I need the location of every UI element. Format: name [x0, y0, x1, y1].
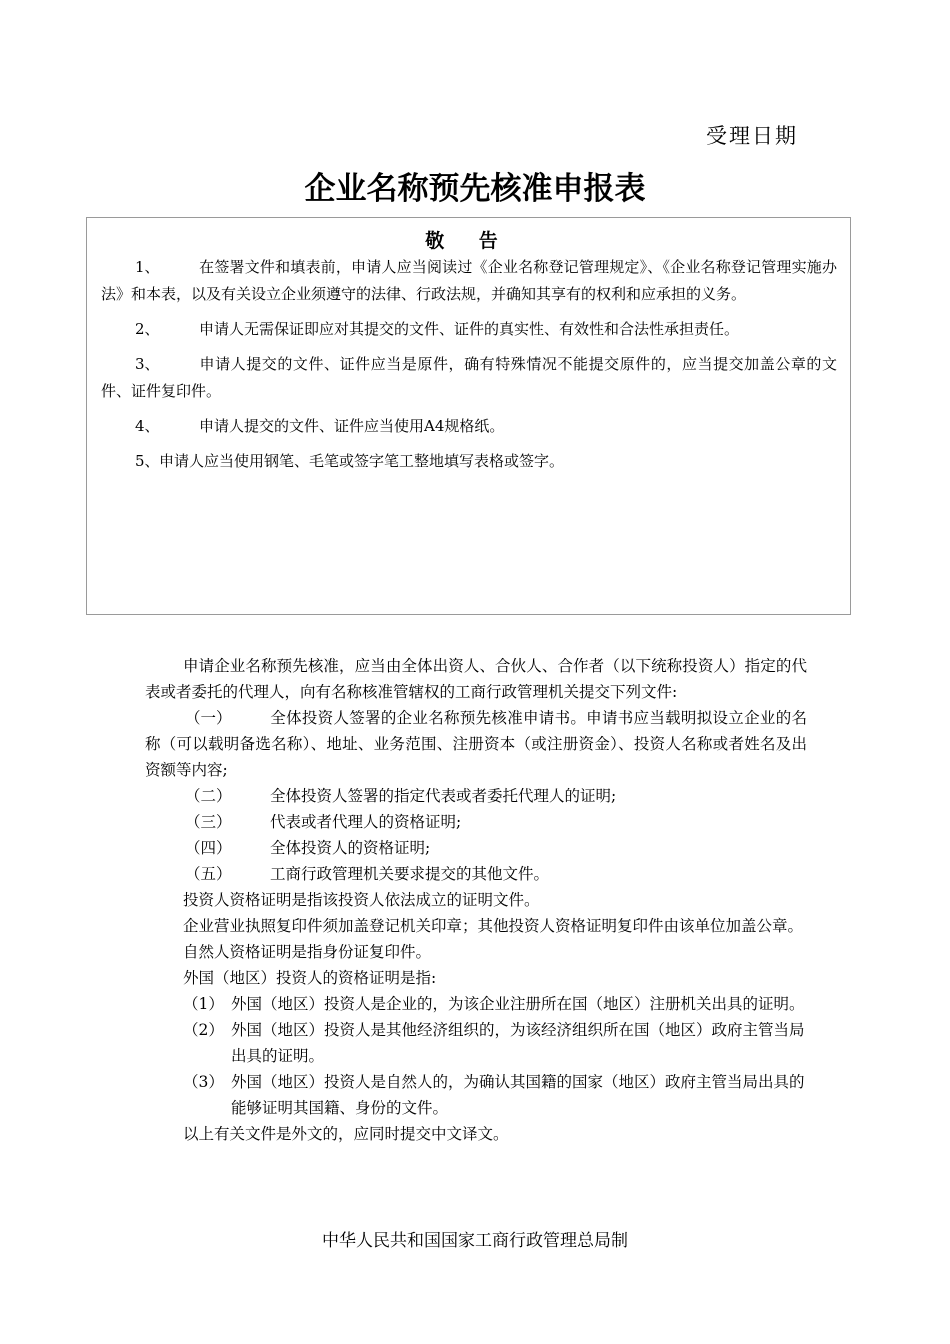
issuing-authority: 中华人民共和国国家工商行政管理总局制: [322, 1231, 628, 1251]
document-list-number: （五）: [185, 865, 232, 883]
document-list-item: [145, 705, 807, 783]
notice-item-text: 申请人应当使用钢笔、毛笔或签字笔工整地填写表格或签字。: [159, 452, 565, 470]
notice-item-number: 2、: [135, 320, 160, 338]
acceptance-date-label: 受理日期: [706, 124, 798, 148]
notice-item: [101, 413, 837, 440]
notice-item: [101, 254, 837, 308]
notice-item-text: 在签署文件和填表前，申请人应当阅读过《企业名称登记管理规定》、《企业名称登记管理实施办法》和本表，以及有关设立企业须遵守的法律、行政法规，并确知其享有的权利和应承担的义务。: [101, 258, 837, 303]
document-list-item: [145, 783, 807, 809]
document-list-item: [145, 809, 807, 835]
document-list-item: [145, 835, 807, 861]
notice-box: [86, 217, 851, 615]
document-list-text: 全体投资人签署的指定代表或者委托代理人的证明;: [270, 787, 617, 805]
notice-item: [101, 351, 837, 405]
document-list-text: 全体投资人的资格证明;: [270, 839, 431, 857]
document-list-text: 代表或者代理人的资格证明;: [270, 813, 462, 831]
notice-item: [101, 448, 837, 475]
foreign-investor-item-text: 外国（地区）投资人是自然人的，为确认其国籍的国家（地区）政府主管当局出具的能够证明其国籍、身份的文件。: [231, 1073, 805, 1117]
document-list-number: （一）: [185, 709, 232, 727]
natural-person-paragraph: 自然人资格证明是指身份证复印件。: [183, 943, 432, 961]
notice-list: [101, 254, 837, 483]
document-list-item: [145, 861, 807, 887]
foreign-investor-item-number: （2）: [183, 1021, 224, 1039]
document-list-number: （四）: [185, 839, 232, 857]
document-list-number: （三）: [185, 813, 232, 831]
foreign-investor-item: [145, 1017, 807, 1069]
notice-item-number: 4、: [135, 417, 160, 435]
notice-item-text: 申请人提交的文件、证件应当使用A4规格纸。: [199, 417, 505, 435]
foreign-investor-item: [145, 1069, 807, 1121]
translation-note: 以上有关文件是外文的，应同时提交中文译文。: [183, 1125, 509, 1143]
instructions-body: [145, 653, 807, 1147]
notice-item: [101, 316, 837, 343]
page-title: 企业名称预先核准申报表: [304, 171, 646, 207]
notice-item-text: 申请人提交的文件、证件应当是原件，确有特殊情况不能提交原件的，应当提交加盖公章的文件、证件复印件。: [101, 355, 837, 400]
notice-item-number: 3、: [135, 355, 160, 373]
document-list-text: 工商行政管理机关要求提交的其他文件。: [270, 865, 550, 883]
notice-item-number: 5、: [135, 452, 160, 470]
foreign-investor-item-number: （1）: [183, 995, 224, 1013]
notice-title: 敬 告: [425, 230, 512, 252]
notice-item-number: 1、: [135, 258, 160, 276]
foreign-investor-item-number: （3）: [183, 1073, 224, 1091]
document-list-text: 全体投资人签署的企业名称预先核准申请书。申请书应当载明拟设立企业的名称（可以载明备选名称）、地址、业务范围、注册资本（或注册资金）、投资人名称或者姓名及出资额等内容;: [145, 709, 807, 779]
notice-item-text: 申请人无需保证即应对其提交的文件、证件的真实性、有效性和合法性承担责任。: [199, 320, 740, 338]
foreign-investor-item-text: 外国（地区）投资人是企业的，为该企业注册所在国（地区）注册机关出具的证明。: [231, 995, 805, 1013]
foreign-investor-paragraph: 外国（地区）投资人的资格证明是指:: [183, 969, 437, 987]
business-license-paragraph: 企业营业执照复印件须加盖登记机关印章；其他投资人资格证明复印件由该单位加盖公章。: [183, 917, 804, 935]
intro-paragraph: 申请企业名称预先核准，应当由全体出资人、合伙人、合作者（以下统称投资人）指定的代表或者委托的代理人，向有名称核准管辖权的工商行政管理机关提交下列文件:: [145, 657, 807, 701]
foreign-investor-item: [145, 991, 807, 1017]
document-list-number: （二）: [185, 787, 232, 805]
foreign-investor-item-text: 外国（地区）投资人是其他经济组织的，为该经济组织所在国（地区）政府主管当局出具的证明。: [231, 1021, 805, 1065]
investor-qualification-paragraph: 投资人资格证明是指该投资人依法成立的证明文件。: [183, 891, 540, 909]
